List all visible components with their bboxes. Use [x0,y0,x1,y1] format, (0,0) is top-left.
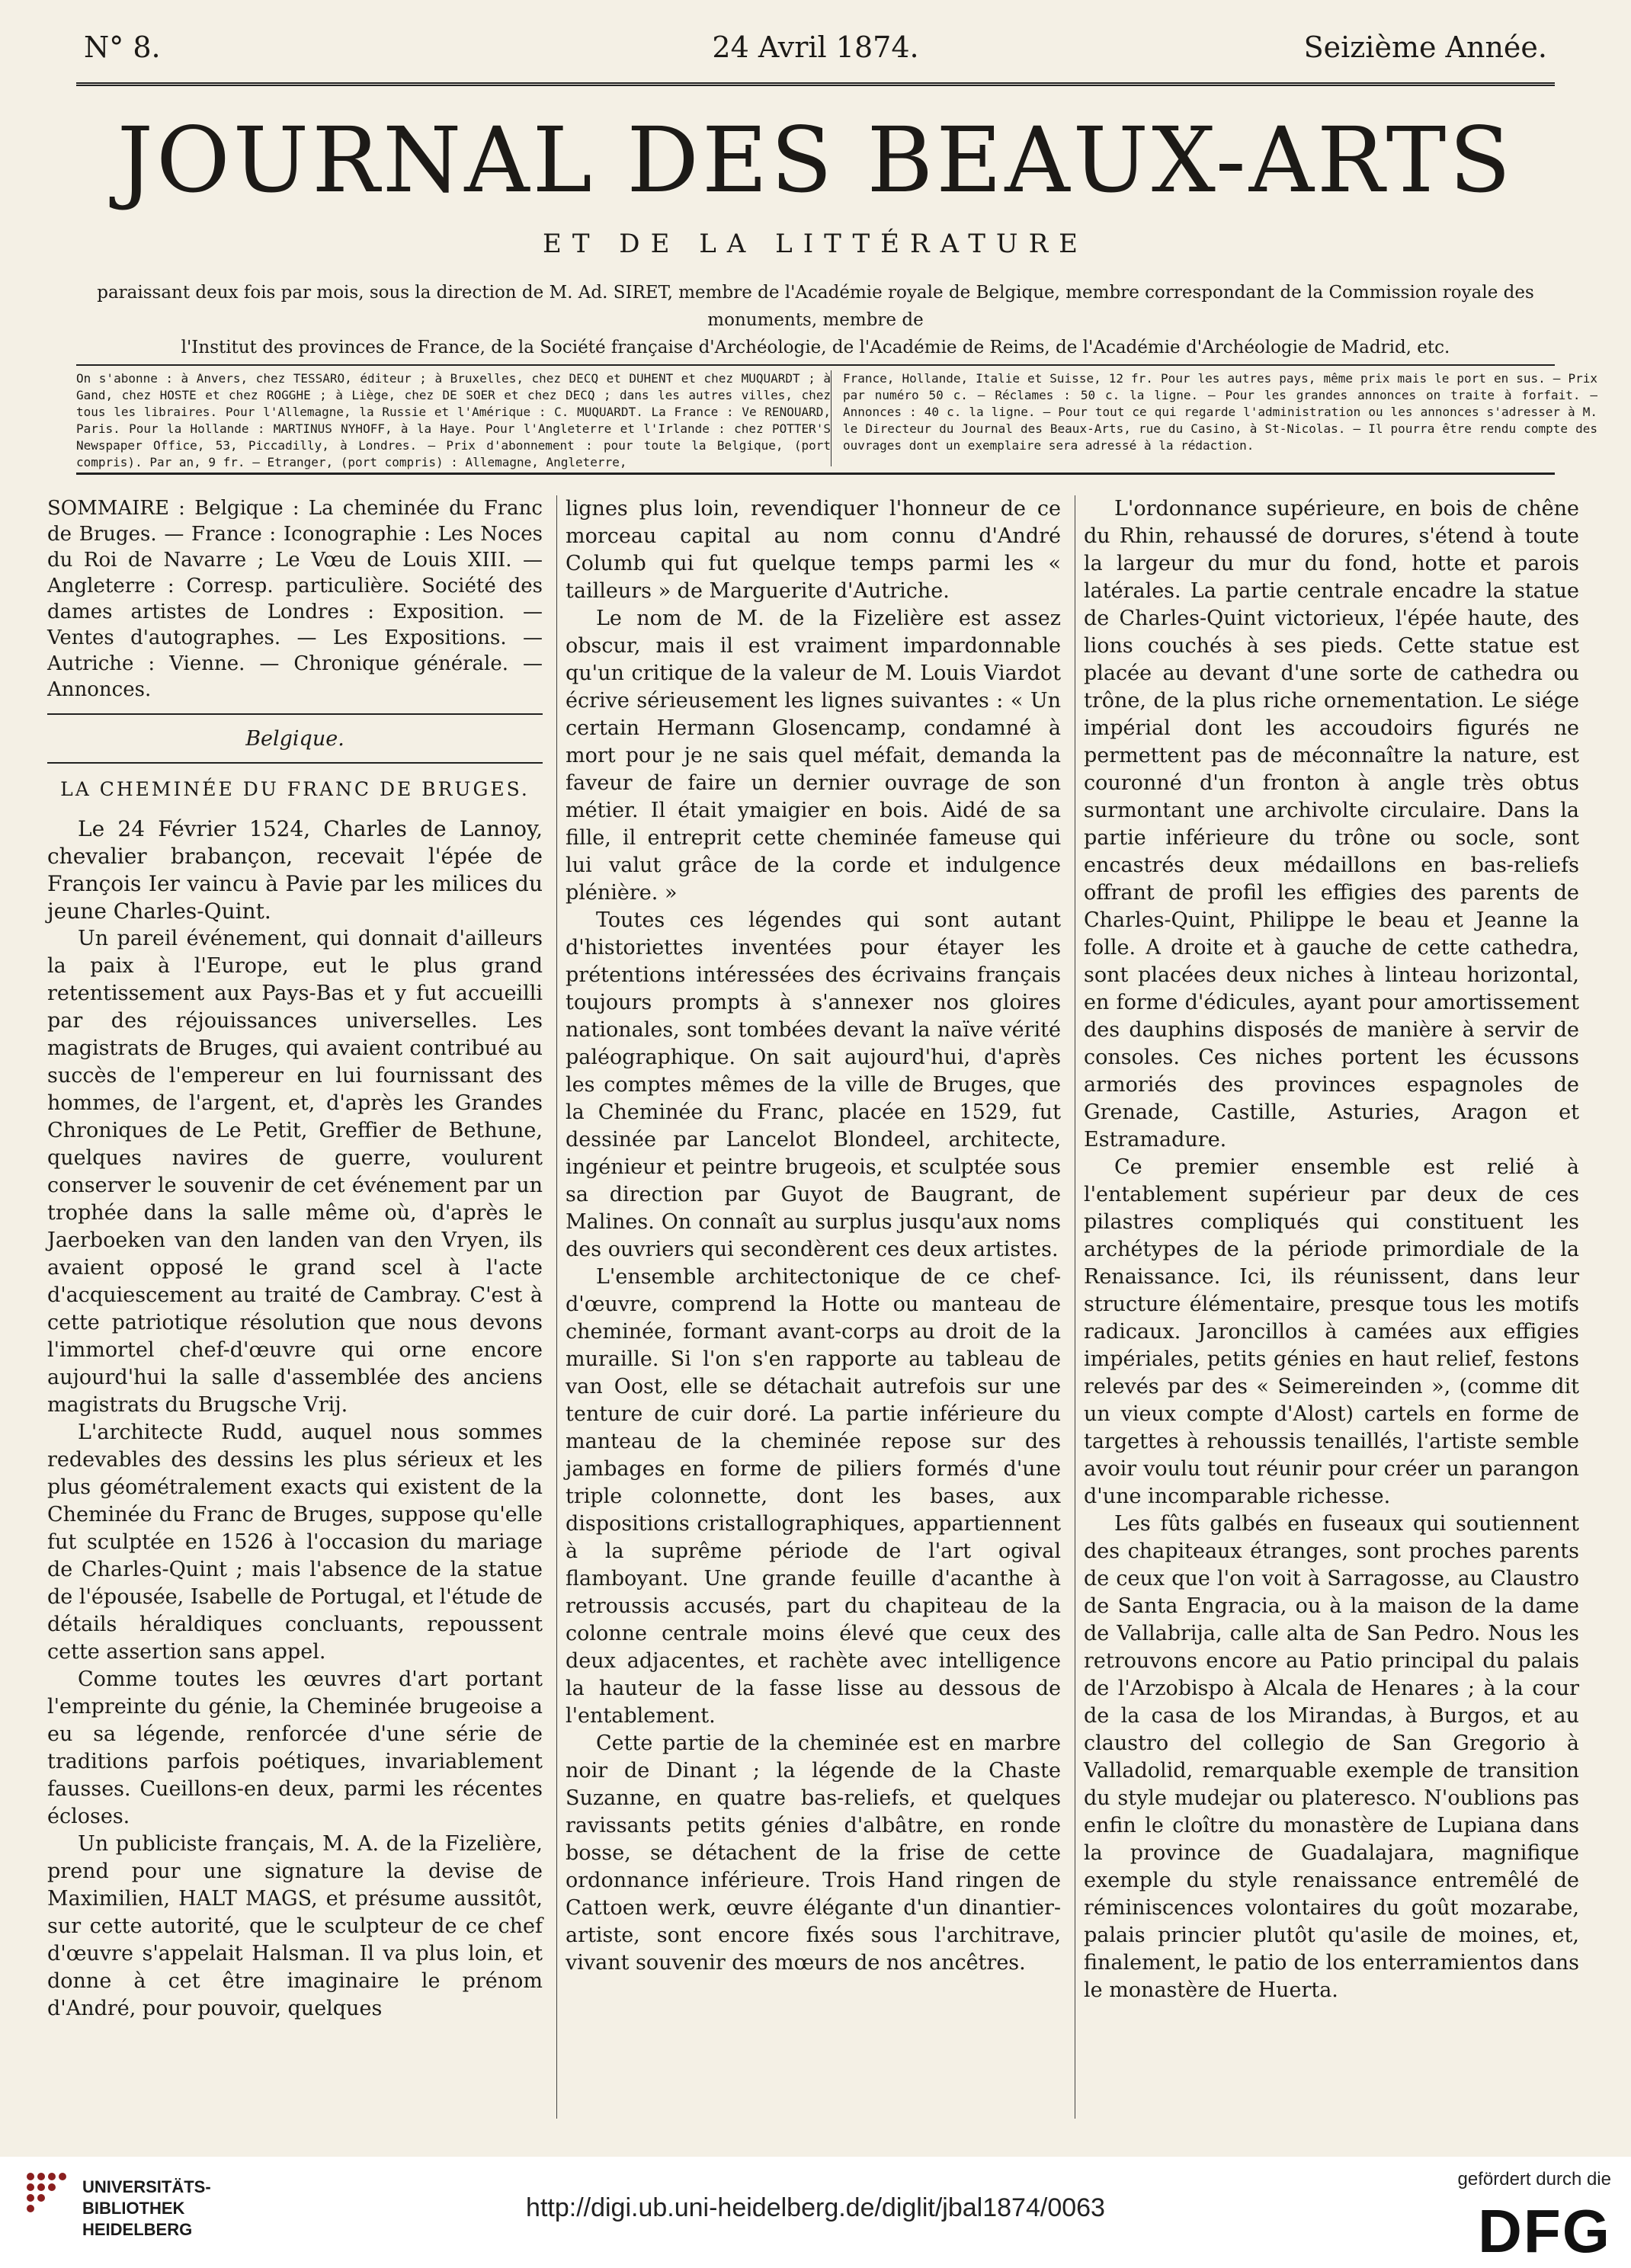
funding-label: gefördert durch die [1457,2169,1611,2190]
issue-number: N° 8. [84,30,161,64]
article-paragraph: lignes plus loin, revendiquer l'honneur de ce morceau capital au nom connu d'André Columb qui fut quelque temps parmi les « tailleurs » de Marguerite d'Autriche. [566,497,1061,603]
article-paragraph: Le 24 Février 1524, Charles de Lannoy, chevalier brabançon, recevait l'épée de François Ier vaincu à Pavie par les milices du jeune Charles-Quint. [47,816,543,924]
table-of-contents: SOMMAIRE : Belgique : La cheminée du Franc de Bruges. — France : Iconographie : Les Noces du Roi de Navarre ; Le Vœu de Louis XIII. — Angleterre : Corresp. particulière. Société des dames artistes de Londres : Exposition. — Ventes d'autographes. — Les Expositions. — Autriche : Vienne. — Chronique générale. — Annonces. [47,497,543,701]
direction-line-2: l'Institut des provinces de France, de la Société française d'Archéologie, de l'Académie de Reims, de l'Académie d'Archéologie de Madrid, etc. [181,338,1450,357]
digitization-footer [0,2157,1631,2268]
column-3 [1084,495,1579,2004]
journal-title: JOURNAL DES BEAUX-ARTS [117,107,1514,213]
article-paragraph: Le nom de M. de la Fizelière est assez obscur, mais il est vraiment impardonnable qu'un critique de la valeur de M. Louis Viardot écrive sérieusement les lignes suivantes : « Un certain Hermann Glosencamp, condamné à mort pour je ne sais quel méfait, demanda la faveur de faire un dernier ouvrage de son métier. Il était ymaigier en bois. Aidé de sa fille, il entreprit cette cheminée fameuse qui lui valut grâce de la corde et indulgence plénière. » [566,607,1061,905]
column-1 [47,495,543,2023]
direction-statement [76,279,1555,361]
article-paragraph: Les fûts galbés en fuseaux qui soutiennent des chapiteaux étranges, sont proches parents de ceux que l'on voit à Sarragosse, au Claustro de Santa Engracia, ou à la maison de la dame de Vallabrija, calle alta de San Pedro. Nous les retrouvons encore au Patio principal du palais de l'Arzobispo à Alcala de Henares ; à la cour de la casa de los Mirandas, à Burgos, et au claustro del collegio de San Gregorio à Valladolid, remarquable exemple de transition du style mudejar ou plateresco. N'oublions pas enfin le cloître du monastère de Lupiana dans la province de Guadalajara, magnifique exemple du style renaissance entremêlé de réminiscences volontaires du goût mozarabe, palais princier plutôt qu'asile de moines, et, finalement, le patio de los enterramientos dans le monastère de Huerta. [1084,1512,1579,2002]
library-name-line-1: UNIVERSITÄTS- [82,2177,211,2196]
article-paragraph: Toutes ces légendes qui sont autant d'historiettes inventées pour étayer les prétentions intéressées des écrivains français toujours prompts à s'annexer nos gloires nationales, sont tombées devant la naïve vérité paléographique. On sait aujourd'hui, d'après les comptes mêmes de la ville de Bruges, que la Cheminée du Franc, placée en 1529, fut dessinée par Lancelot Blondeel, architecte, ingénieur et peintre brugeois, et sculptée sous sa direction par Guyot de Baugrant, de Malines. On connaît au surplus jusqu'aux noms des ouvriers qui secondèrent ces deux artistes. [566,908,1061,1261]
article-paragraph: Ce premier ensemble est relié à l'entablement supérieur par deux de ces pilastres compliqués qui constituent les archétypes de la période primordiale de la Renaissance. Ici, ils réunissent, dans leur structure élémentaire, presque tous les motifs radicaux. Jaroncillos à camées aux effigies impériales, petits génies en haut relief, festons relevés par des « Seimereinden », (comme dit un vieux compte d'Alost) cartels en forme de targettes à rehoussis tenaillés, l'artiste semble avoir voulu tout réunir pour créer un parangon d'une incomparable richesse. [1084,1155,1579,1508]
article-paragraph: L'architecte Rudd, auquel nous sommes redevables des dessins les plus sérieux et les plus géométralement exacts qui existent de la Cheminée du Franc de Bruges, suppose qu'elle fut sculptée en 1526 à l'occasion du mariage de Charles-Quint ; mais l'absence de la statue de l'épousée, Isabelle de Portugal, et l'étude de détails héraldiques concluants, repoussent cette assertion sans appel. [47,1421,543,1664]
section-rule [47,762,543,764]
subscription-info-right: France, Hollande, Italie et Suisse, 12 fr. Pour les autres pays, même prix mais le port en sus. — Prix par numéro 50 c. — Réclames : 50 c. la ligne. — Pour les grandes annonces on traite à forfait. — Annonces : 40 c. la ligne. — Pour tout ce qui regarde l'administration ou les annonces s'adresser à M. le Directeur du Journal des Beaux-Arts, rue du Casino, à St-Nicolas. — Il pourra être rendu compte des ouvrages dont un exemplaire sera adressé à la rédaction. [831,370,1597,466]
direction-line-1: paraissant deux fois par mois, sous la direction de M. Ad. SIRET, membre de l'Académie royale de Belgique, membre correspondant de la Commission royale des monuments, membre de [97,283,1534,330]
column-divider-1 [556,495,557,2119]
journal-subtitle: ET DE LA LITTÉRATURE [543,229,1088,259]
library-name-line-3: HEIDELBERG [82,2220,193,2239]
article-paragraph: Cette partie de la cheminée est en marbre noir de Dinant ; la légende de la Chaste Suzanne, en quatre bas-reliefs, et quelques ravissants petits génies d'albâtre, en ronde bosse, se détachent de la frise de cette ordonnance inférieure. Trois Hand ringen de Cattoen werk, œuvre élégante d'un dinantier-artiste, sont encore fixés sous l'architrave, vivant souvenir des mœurs de nos ancêtres. [566,1731,1061,1975]
column-2 [566,495,1061,1977]
issue-header [84,30,1547,73]
library-name-line-2: BIBLIOTHEK [82,2199,185,2218]
section-heading: Belgique. [245,727,344,751]
source-url-link[interactable]: http://digi.ub.uni-heidelberg.de/diglit/jbal1874/0063 [526,2193,1105,2222]
subscription-box [76,364,1597,475]
article-paragraph: Comme toutes les œuvres d'art portant l'empreinte du génie, la Cheminée brugeoise a eu sa légende, renforcée d'une série de traditions parfois poétiques, invariablement fausses. Cueillons-en deux, parmi les récentes écloses. [47,1667,543,1828]
issue-year: Seizième Année. [1303,30,1547,64]
header-rule [76,82,1555,86]
subscription-info-left: On s'abonne : à Anvers, chez TESSARO, éditeur ; à Bruxelles, chez DECQ et DUHENT et chez MUQUARDT ; à Gand, chez HOSTE et chez ROGGHE ; à Liège, chez DE SOER et chez DECQ ; dans les autres villes, chez tous les libraires. Pour l'Allemagne, la Russie et l'Amérique : C. MUQUARDT. La France : Ve RENOUARD, Paris. Pour la Hollande : MARTINUS NYHOFF, à la Haye. Pour l'Angleterre et l'Irlande : chez POTTER'S Newspaper Office, 53, Piccadilly, à Londres. — Prix d'abonnement : pour toute la Belgique, (port compris). Par an, 9 fr. — Etranger, (port compris) : Allemagne, Angleterre, [76,371,831,469]
article-paragraph: L'ordonnance supérieure, en bois de chêne du Rhin, rehaussé de dorures, s'étend à toute la largeur du mur du fond, hotte et parois latérales. La partie centrale encadre la statue de Charles-Quint victorieux, l'épée haute, des lions couchés à ses pieds. Cette statue est placée au devant d'une sorte de cathedra ou trône, de la plus riche ornementation. Le siége impérial dont les accoudoirs figurés ne permettent pas de méconnaître la nature, est couronné d'un fronton à angle très obtus surmontant une archivolte circulaire. Dans la partie inférieure du trône ou socle, sont encastrés deux médaillons en bas-reliefs offrant de profil les effigies des parents de Charles-Quint, Philippe le beau et Jeanne la folle. A droite et à gauche de cette cathedra, sont placées deux niches à linteau horizontal, en forme d'édicules, ayant pour amortissement des dauphins disposés de manière à servir de consoles. Ces niches portent les écussons armoriés des provinces espagnoles de Grenade, Castille, Asturies, Aragon et Estramadure. [1084,497,1579,1152]
article-paragraph: Un pareil événement, qui donnait d'ailleurs la paix à l'Europe, eut le plus grand retentissement aux Pays-Bas et y fut accueilli par des réjouissances universelles. Les magistrats de Bruges, qui avaient contribué au succès de l'empereur en lui fournissant des hommes, de l'argent, et, d'après les Grandes Chroniques de Le Petit, Greffier de Bethune, quelques navires de guerre, voulurent conserver le souvenir de cet événement par un trophée dans la salle même où, d'après le Jaerboeken van den landen van den Vryen, ils avaient opposé le grand scel à l'acte d'acquiescement au traité de Cambray. C'est à cette patriotique résolution que nous devons l'immortel chef-d'œuvre qui orne encore aujourd'hui la salle d'assemblée des anciens magistrats du Brugsche Vrij. [47,927,543,1417]
dfg-logo: DFG [1478,2197,1611,2265]
issue-date: 24 Avril 1874. [712,30,919,64]
summary-rule [47,713,543,715]
article-paragraph: L'ensemble architectonique de ce chef-d'œuvre, comprend la Hotte ou manteau de cheminée, formant avant-corps au droit de la muraille. Si l'on s'en rapporte au tableau de van Oost, elle se détachait autrefois sur une tenture de cuir doré. La partie inférieure du manteau de la cheminée repose sur des jambages en forme de piliers formés d'une triple colonnette, dont les bases, aux dispositions cristallographiques, appartiennent à la suprême période de l'art ogival flamboyant. Une grande feuille d'acanthe à retroussis accusés, part du chapiteau de la colonne centrale moins élevé que ceux des deux adjacentes, et rachète avec intelligence la hauteur de la fasse lisse au dessous de l'entablement. [566,1265,1061,1728]
article-paragraph: Un publiciste français, M. A. de la Fizelière, prend pour une signature la devise de Maximilien, HALT MAGS, et présume aussitôt, sur cette autorité, que le sculpteur de ce chef d'œuvre s'appelait Halsman. Il va plus loin, et donne à cet être imaginaire le prénom d'André, pour pouvoir, quelques [47,1832,543,2020]
article-title: LA CHEMINÉE DU FRANC DE BRUGES. [60,778,530,800]
